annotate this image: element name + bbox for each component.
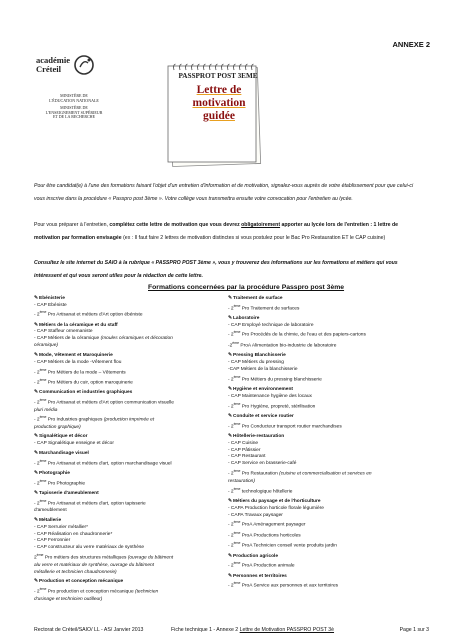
formation-item: - CAP Métiers de la mode -Vêtement flou [34,359,122,365]
formation-item: - CAP Signalétique enseigne et décor [34,441,114,447]
formations-right-column [228,293,413,591]
formation-item: alu verre et matériaux de synthèse, ouvrage du bâtiment [34,562,154,568]
pencil-icon: ✎ [34,449,39,456]
marianne-circle-icon [73,54,95,76]
formation-item: - CAP Serrurier métallier* [34,524,89,530]
pencil-icon: ✎ [34,578,39,585]
formation-heading: ✎Tapisserie d'ameublement [34,489,99,496]
pencil-icon: ✎ [34,351,39,358]
formation-item: production graphique) [34,424,81,430]
formation-heading: ✎Personnes et territoires [228,572,287,579]
formation-heading: ✎Traitement de surface [228,294,283,301]
pencil-icon: ✎ [228,352,233,358]
formation-item: - 2ème Pro Traitement de surfaces [228,303,300,312]
formation-item: - 2ème technologique hôtellerie [228,486,293,495]
pencil-icon: ✎ [228,314,233,321]
formation-item: - 2ème Pro Photographie [34,478,86,487]
footer-middle: Fiche technique 1 - Annexe 2 Lettre de Motivation PASSPRO POST 3è [171,627,335,633]
pencil-icon: ✎ [34,469,39,476]
ministere-line: L'ÉDUCATION NATIONALE [49,97,99,103]
formation-heading: ✎Pressing Blanchisserie [228,352,286,358]
formation-heading: ✎Ebénisterie [34,294,65,301]
formation-item: - CAP Ebéniste [34,302,67,308]
formations-title: Formations concernées par la procédure Passpro post 3ème [148,284,345,291]
formation-item: - 2ème Pro production et conception mécanique (technicien [34,587,159,595]
formation-item: -2ème ProA Alimentation bio-industrie de laboratoire [228,340,337,349]
formation-item: - 2ème Pro Industries graphiques (production imprimée et [34,415,155,424]
formation-item: - CAPA Travaux paysager [228,512,283,518]
formation-item: - 2ème ProA Aménagement paysager [228,520,306,529]
formation-item: - 2ème Pro Restauration (cuisine et commercialisation et services en [228,469,372,477]
formation-heading: ✎Laboratoire [228,314,260,321]
formation-item: - CAP Staffeur ornemaniste [34,329,93,335]
pencil-icon: ✎ [34,433,39,440]
formation-item: - CAP constructeur alu verre matériaux de synthèse [34,545,145,551]
formation-item: - CAPA Production horticole florale légumière [228,505,324,511]
pencil-icon: ✎ [34,294,39,301]
formation-item: d'ameublement [34,508,67,514]
formation-item: - 2ème ProA Production animale [228,561,295,570]
formation-item: - CAP Service en brasserie-café [228,461,297,467]
formations-left-column [34,293,219,604]
pencil-icon: ✎ [228,294,233,301]
formation-item: - 2ème ProA Service aux personnes et aux territoires [228,581,339,590]
ministere-text [36,94,112,120]
formation-item: - 2ème Pro Artisanat et métiers d'art, option tapisserie [34,498,146,507]
pencil-icon: ✎ [228,412,233,419]
formation-heading: ✎Signalétique et décor [34,433,88,440]
formation-heading: ✎Mode, Vêtement et Maroquinerie [34,351,113,358]
academie-name: académie Créteil [36,55,70,74]
formation-item: céramique) [34,343,58,349]
formation-item: - 2ème ProA Technicien conseil vente produits jardin [228,541,337,550]
formation-heading: ✎Production agricole [228,552,279,559]
formation-heading: ✎Métiers de la céramique et du staff [34,321,118,328]
pencil-icon: ✎ [34,389,39,396]
footer-page-number: Page 1 sur 3 [399,627,429,633]
formation-heading: ✎Production et conception mécanique [34,578,124,585]
formation-item: - 2ème Pro Métiers du cuir, option maroquinerie [34,378,133,386]
formation-item: - 2ème Pro Procédés de la chimie, de l'eau et des papiers-cartons [228,330,366,338]
intro-paragraph-2: Pour vous préparer à l'entretien, complétez cette lettre de motivation que vous devrez obligatoirement apporter au lycée lors de l'entretien : 1 lettre de motivation par formation envisagée (ex : Il faut faire 2 lettres de motivation distinctes si vous postulez pour le Bac Pro Restauration ET le CAP cuisine) [34,222,399,241]
pencil-icon: ✎ [34,516,39,523]
formation-item: - CAP Maintenance hygiène des locaux [228,393,312,399]
formation-heading: ✎Photographie [34,469,70,476]
formation-item: - 2ème Pro Artisanat et métiers d'Art option ébéniste [34,310,143,318]
intro-paragraph-3: Consultez le site internet du SAIO à la rubrique « PASSPRO POST 3ème », vous y trouverez des informations sur les formations et métiers qui vous intéressent et qui vous seront utiles pour la rédaction de cette lettre. [34,260,398,279]
formation-item: - CAP Réalisation en chaudronnerie* [34,531,113,537]
pencil-icon: ✎ [228,552,233,559]
pencil-icon: ✎ [228,572,233,579]
formation-item: - 2ème Pro Artisanat et métiers d'Art option communication visuelle [34,398,174,406]
formation-item: - CAP Restaurant [228,454,266,460]
pencil-icon: ✎ [34,321,39,328]
formation-item: - 2ème ProA Productions horticoles [228,530,301,539]
formation-item: pluri média [34,407,58,413]
pencil-icon: ✎ [228,432,233,439]
ministere-line: MINISTÈRE DE [60,105,88,111]
formation-item: - CAP Ferronnier [34,538,71,544]
formation-heading: ✎Hôtellerie-restauration [228,432,285,439]
formation-item: - 2ème Pro Métiers de la mode – Vêtements [34,367,126,376]
formation-item: 2ème Pro métiers des structures métalliques (ouvrage du bâtiment [34,553,174,561]
footer-left: Rectorat de Créteil/SAIO/ LL - AS/ Janvier 2013 [34,627,144,633]
pencil-icon: ✎ [228,497,233,504]
ministere-line: L'ENSEIGNEMENT SUPÉRIEUR [45,109,103,115]
formation-heading: ✎Métallerie [34,516,62,523]
formation-heading: ✎Marchandisage visuel [34,449,89,456]
formation-item: - CAP Métiers de la céramique (moules céramiques et décoration [34,336,173,342]
ministere-line: MINISTÈRE DE [60,93,88,98]
formation-item: - 2ème Pro Hygiène, propreté, stérilisation [228,401,316,410]
formation-heading: ✎Métiers du paysage et de l'horticulture [228,497,321,504]
annexe-label: ANNEXE 2 [392,40,430,49]
formation-item: - 2ème Pro Métiers du pressing blanchisserie [228,374,322,383]
formation-item: -CAP Métiers de la blanchisserie [228,366,298,372]
intro-paragraph-1: Pour être candidat(e) à l'une des formations faisant l'objet d'un entretien d'information et de motivation, signalez-vous auprès de votre établissement pour que celui-ci vous inscrive dans la procédure « Passpro post 3ème ». Votre collège vous transmettra ensuite votre convocation pour l'entretien au lycée. [34,183,414,202]
formation-item: - CAP Pâtissier [228,447,261,453]
formation-heading: ✎Conduite et service routier [228,412,294,419]
pencil-icon: ✎ [34,489,39,496]
formation-item: - 2ème Pro Conducteur transport routier marchandises [228,421,342,430]
formation-item: - CAP Métiers du pressing [228,359,284,365]
formation-item: - 2ème Pro Artisanat et métiers d'art, option marchandisage visuel [34,458,172,467]
notebook-title: PASSPROT POST 3EME [178,72,258,80]
academie-logo [36,54,116,120]
notebook-main-title: Lettre de motivation guidée [192,84,246,122]
formation-item: - CAP Cuisine [228,440,259,446]
formation-heading: ✎Communication et industries graphiques [34,389,133,396]
pencil-icon: ✎ [228,385,233,392]
ministere-line: ET DE LA RECHERCHE [52,114,96,120]
formation-item: d'usinage et technicien outilleur) [34,596,103,602]
formation-heading: ✎Hygiène et environnement [228,385,293,392]
formation-item: - CAP Employé technique de laboratoire [228,322,314,328]
formation-item: métallerie et technicien chaudronnerie) [34,569,117,575]
formation-item: restauration) [228,478,255,484]
page-footer [34,627,429,633]
